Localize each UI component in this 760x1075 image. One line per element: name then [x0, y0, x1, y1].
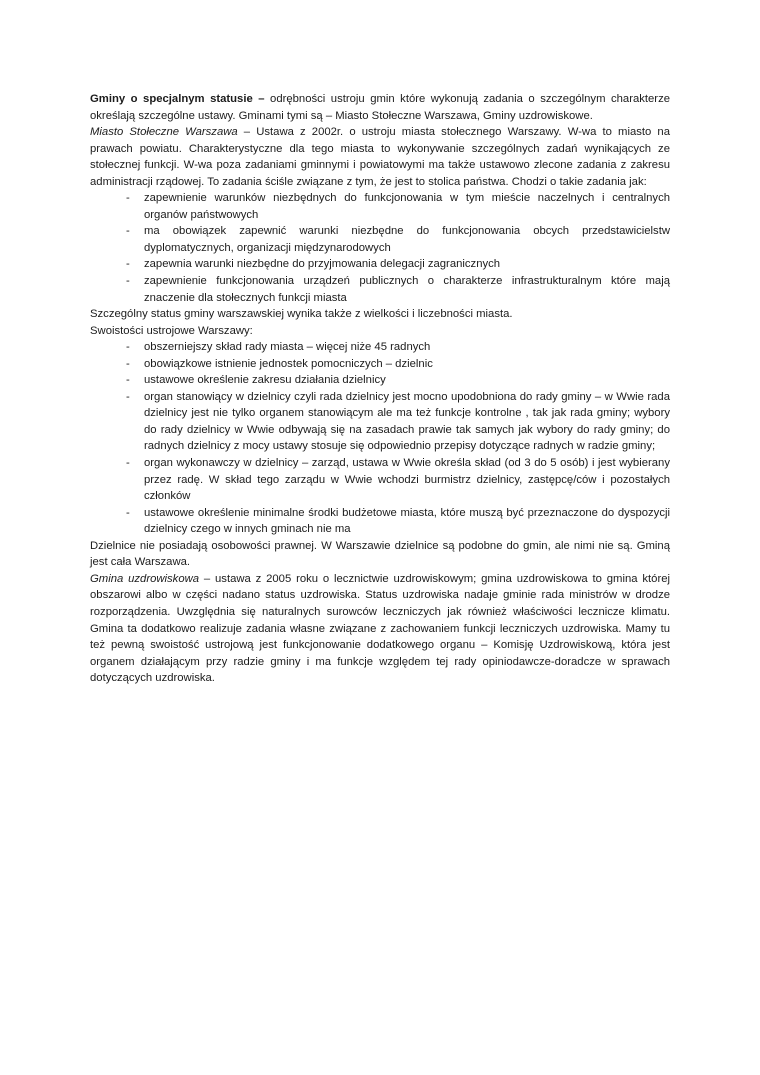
list-item: [90, 190, 670, 223]
list-item-text: obszerniejszy skład rady miasta – więcej niże 45 radnych: [144, 341, 431, 354]
list-item-text: organ wykonawczy w dzielnicy – zarząd, ustawa w Wwie określa skład (od 3 do 5 osób) i jest wybierany przez radę. W skład tego zarządu w Wwie wchodzi burmistrz dzielnicy, zastępcę/ców i pozostałych członków: [144, 457, 670, 503]
list-item-text: zapewnienie funkcjonowania urządzeń publicznych o charakterze infrastrukturalnym które mają znaczenie dla stołecznych funkcji miasta: [144, 275, 670, 304]
list-item: [90, 455, 670, 505]
list-swoistosci-ustrojowe: [90, 339, 670, 538]
list-item: [90, 223, 670, 256]
list-item: [90, 273, 670, 306]
dash-marker: -: [126, 357, 130, 370]
italic-lead-run: Gmina uzdrowiskowa: [90, 572, 200, 585]
list-item: [90, 372, 670, 389]
list-item-text: ustawowe określenie zakresu działania dzielnicy: [144, 374, 386, 387]
dash-marker: -: [126, 374, 130, 387]
text-run: odrębności ustroju gmin które wykonują zadania o szczególnym charakterze określają szczególne ustawy. Gminami tymi są – Miasto Stołeczne Warszawa, Gminy uzdrowiskowe.: [90, 93, 671, 122]
list-zadania-stoleczne: [90, 190, 670, 306]
list-item: [90, 256, 670, 273]
paragraph-szczegolny-status: Szczególny status gminy warszawskiej wynika także z wielkości i liczebności miasta.: [90, 308, 513, 321]
text-run: – Ustawa z 2002r. o ustroju miasta stołecznego Warszawy. W-wa to miasto na prawach powiatu. Charakterystyczne dla tego miasta to wykonywanie szczególnych zadań wynikających ze stołecznej funkcji. W-wa poza zadaniami gminnymi i powiatowymi ma także ustawowo zlecone zadania z zakresu administracji rządowej. To zadania ściśle związane z tym, że jest to stolica państwa. Chodzi o takie zadania jak:: [90, 126, 670, 188]
paragraph-miasto-stoleczne-warszawa: [90, 124, 670, 190]
list-item-text: zapewnienie warunków niezbędnych do funkcjonowania w tym mieście naczelnych i centralnych organów państwowych: [144, 192, 670, 221]
list-item-text: organ stanowiący w dzielnicy czyli rada dzielnicy jest mocno upodobniona do rady gminy – w Wwie rada dzielnicy jest nie tylko organem stanowiącym ale ma też funkcje kontrolne , tak jak rada gminy; wybory do rady dzielnicy w Wwie odbywają się na zasadach prawie tak samych jak wybory do rady gminy; do radnych dzielnicy z mocy ustawy stosuje się odpowiednio przepisy dotyczące radnych w radzie gminy;: [144, 390, 670, 453]
list-item: [90, 505, 670, 538]
dash-marker: -: [126, 258, 130, 271]
paragraph-dzielnice: Dzielnice nie posiadają osobowości prawnej. W Warszawie dzielnice są podobne do gmin, ale nimi nie są. Gminą jest cała Warszawa.: [90, 539, 670, 569]
dash-marker: -: [126, 341, 130, 354]
list-item: [90, 339, 670, 356]
paragraph-swoistosci-ustrojowe: Swoistości ustrojowe Warszawy:: [90, 324, 253, 337]
italic-lead-run: Miasto Stołeczne Warszawa: [90, 126, 238, 139]
dash-marker: -: [126, 390, 130, 403]
list-item-text: obowiązkowe istnienie jednostek pomocniczych – dzielnic: [144, 357, 433, 370]
dash-marker: -: [126, 225, 130, 238]
dash-marker: -: [126, 192, 130, 205]
text-run: – ustawa z 2005 roku o lecznictwie uzdrowiskowym; gmina uzdrowiskowa to gmina której obszarowi albo w części nadano status uzdrowiska. Status uzdrowiska nadaje gminie rada ministrów w drodze rozporządzenia. Uwzględnia się naturalnych surowców leczniczych jak również właściwości lecznicze klimatu. Gmina ta dodatkowo realizuje zadania własne związane z zachowaniem funkcji leczniczych uzdrowiska. Mamy tu też pewną swoistość ustrojową jest funkcjonowanie dodatkowego organu – Komisję Uzdrowiskową, która jest organem działającym przy radzie gminy i ma funkcje względem tej rady opiniodawcze-doradcze w sprawach dotyczących uzdrowiska.: [90, 572, 671, 685]
dash-marker: -: [126, 506, 130, 519]
list-item: [90, 356, 670, 373]
dash-marker: -: [126, 275, 130, 288]
list-item-text: ma obowiązek zapewnić warunki niezbędne do funkcjonowania obcych przedstawicielstw dyplomatycznych, organizacji międzynarodowych: [144, 225, 670, 254]
bold-lead-run: Gminy o specjalnym statusie –: [90, 93, 265, 105]
dash-marker: -: [126, 457, 130, 470]
paragraph-gminy-specjalny-status: [90, 91, 670, 124]
list-item: [90, 389, 670, 455]
list-item-text: zapewnia warunki niezbędne do przyjmowania delegacji zagranicznych: [144, 258, 501, 271]
paragraph-gmina-uzdrowiskowa: [90, 571, 670, 687]
list-item-text: ustawowe określenie minimalne środki budżetowe miasta, które muszą być przeznaczone do dyspozycji dzielnicy czego w innych gminach nie ma: [144, 506, 670, 536]
